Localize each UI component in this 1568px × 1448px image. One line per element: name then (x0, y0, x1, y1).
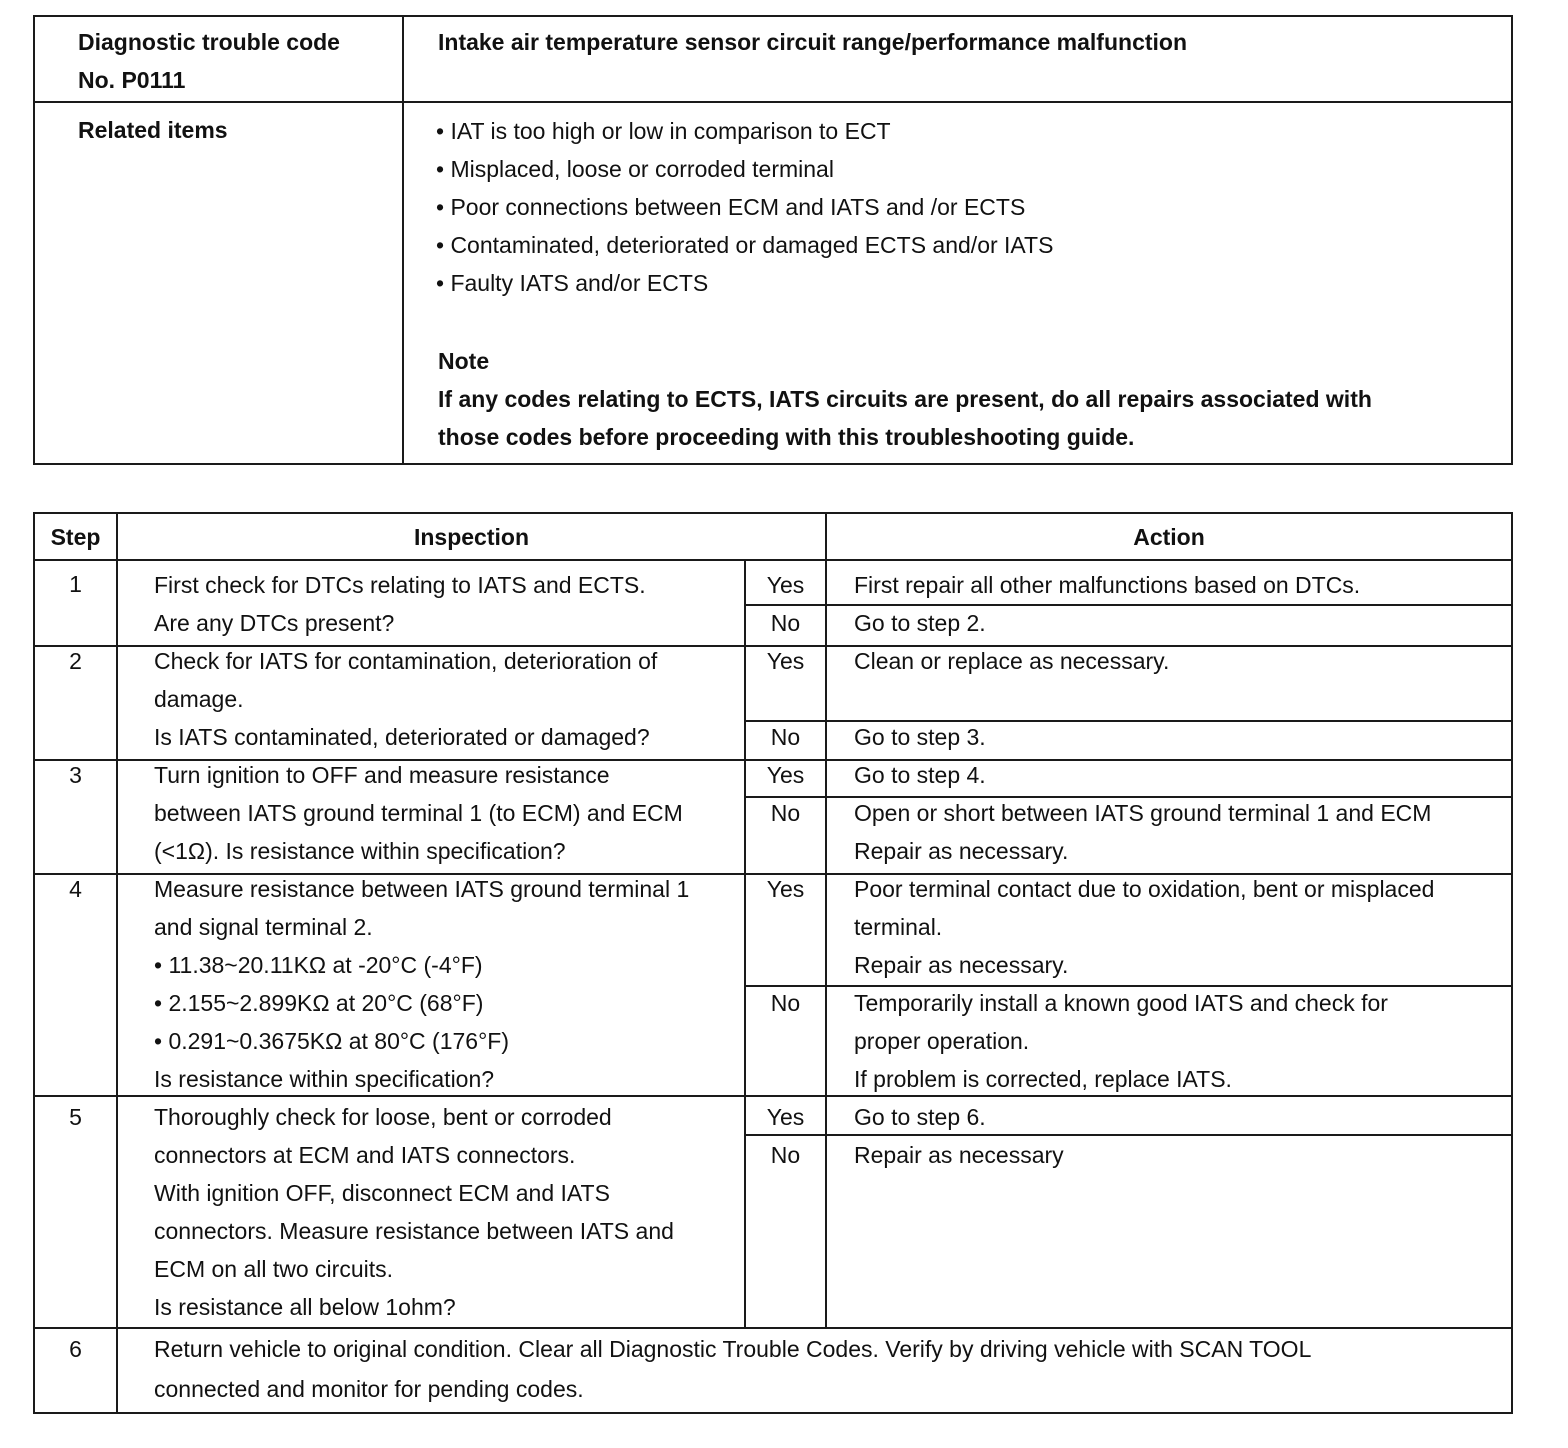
inspection-text: connectors. Measure resistance between IATS and (154, 1218, 674, 1244)
action-text: terminal. (854, 914, 943, 940)
note-text: If any codes relating to ECTS, IATS circuits are present, do all repairs associated with (438, 386, 1372, 412)
action-text: If problem is corrected, replace IATS. (854, 1066, 1232, 1092)
dtc-code-label: Diagnostic trouble code (78, 29, 340, 55)
column-divider (116, 514, 118, 1412)
inspection-text: With ignition OFF, disconnect ECM and IATS (154, 1180, 610, 1206)
inspection-text: Is resistance within specification? (154, 1066, 495, 1092)
action-text: Clean or replace as necessary. (854, 648, 1170, 674)
header-inspection: Inspection (413, 524, 529, 550)
action-text: Repair as necessary (854, 1142, 1064, 1168)
no-label: No (770, 990, 801, 1016)
related-item: • IAT is too high or low in comparison to ECT (436, 118, 891, 144)
inspection-text: and signal terminal 2. (154, 914, 373, 940)
action-text: Open or short between IATS ground terminal 1 and ECM (854, 800, 1432, 826)
inspection-text: Thoroughly check for loose, bent or corroded (154, 1104, 612, 1130)
inspection-text: First check for DTCs relating to IATS and ECTS. (154, 572, 646, 598)
inspection-text: Measure resistance between IATS ground terminal 1 (154, 876, 690, 902)
inspection-text: Turn ignition to OFF and measure resistance (154, 762, 610, 788)
inspection-text: • 0.291~0.3675KΩ at 80°C (176°F) (154, 1028, 509, 1054)
dtc-title: Intake air temperature sensor circuit range/performance malfunction (438, 29, 1188, 55)
action-text: Go to step 2. (854, 610, 986, 636)
action-text: proper operation. (854, 1028, 1030, 1054)
action-text: Go to step 6. (854, 1104, 986, 1130)
related-item: • Poor connections between ECM and IATS and /or ECTS (436, 194, 1026, 220)
step-number: 5 (69, 1104, 82, 1130)
action-text: Go to step 3. (854, 724, 986, 750)
column-divider (825, 514, 827, 1327)
related-item: • Misplaced, loose or corroded terminal (436, 156, 834, 182)
inspection-text: Return vehicle to original condition. Clear all Diagnostic Trouble Codes. Verify by driving vehicle with SCAN TOOL (154, 1336, 1312, 1362)
yes-label: Yes (766, 762, 805, 788)
action-text: Repair as necessary. (854, 952, 1069, 978)
inspection-text: connected and monitor for pending codes. (154, 1376, 584, 1402)
header-action: Action (1133, 524, 1205, 550)
yes-label: Yes (766, 1104, 805, 1130)
inspection-text: Check for IATS for contamination, deterioration of (154, 648, 658, 674)
no-label: No (770, 610, 801, 636)
inspection-text: Is resistance all below 1ohm? (154, 1294, 456, 1320)
column-divider (402, 17, 404, 463)
step-number: 6 (69, 1336, 82, 1362)
action-text: Poor terminal contact due to oxidation, bent or misplaced (854, 876, 1435, 902)
step-number: 4 (69, 876, 82, 902)
no-label: No (770, 724, 801, 750)
action-text: First repair all other malfunctions based on DTCs. (854, 572, 1361, 598)
inspection-text: damage. (154, 686, 244, 712)
inspection-text: (<1Ω). Is resistance within specification? (154, 838, 566, 864)
related-item: • Contaminated, deteriorated or damaged ECTS and/or IATS (436, 232, 1054, 258)
action-text: Go to step 4. (854, 762, 986, 788)
inspection-text: • 11.38~20.11KΩ at -20°C (-4°F) (154, 952, 483, 978)
related-item: • Faulty IATS and/or ECTS (436, 270, 709, 296)
related-items-label: Related items (78, 117, 228, 143)
inspection-text: Are any DTCs present? (154, 610, 395, 636)
action-text: Temporarily install a known good IATS and check for (854, 990, 1388, 1016)
header-step: Step (50, 524, 101, 550)
yes-label: Yes (766, 572, 805, 598)
dtc-header-table (33, 15, 1513, 465)
troubleshooting-steps-table (33, 512, 1513, 1414)
step-number: 2 (69, 648, 82, 674)
dtc-code-number: No. P0111 (78, 67, 186, 93)
note-text: those codes before proceeding with this troubleshooting guide. (438, 424, 1135, 450)
row-divider (35, 1327, 1511, 1329)
step-number: 1 (69, 571, 82, 597)
inspection-text: ECM on all two circuits. (154, 1256, 394, 1282)
row-divider (35, 101, 1511, 103)
inspection-text: • 2.155~2.899KΩ at 20°C (68°F) (154, 990, 484, 1016)
no-label: No (770, 800, 801, 826)
yes-label: Yes (766, 648, 805, 674)
inspection-text: connectors at ECM and IATS connectors. (154, 1142, 576, 1168)
inspection-text: Is IATS contaminated, deteriorated or damaged? (154, 724, 650, 750)
no-label: No (770, 1142, 801, 1168)
yes-label: Yes (766, 876, 805, 902)
action-text: Repair as necessary. (854, 838, 1069, 864)
note-label: Note (438, 348, 490, 374)
step-number: 3 (69, 762, 82, 788)
inspection-text: between IATS ground terminal 1 (to ECM) and ECM (154, 800, 683, 826)
row-divider (35, 559, 1511, 561)
